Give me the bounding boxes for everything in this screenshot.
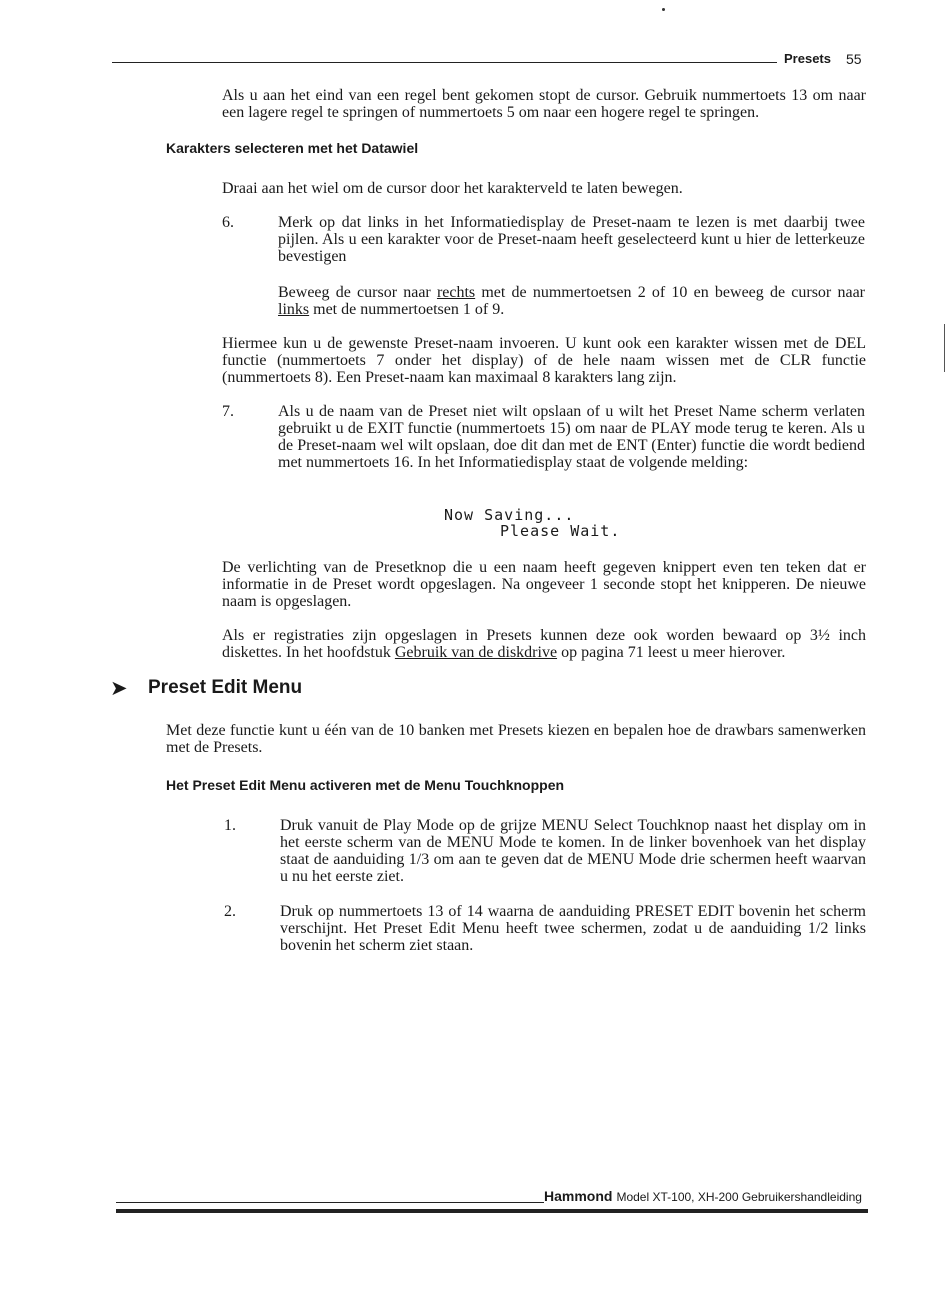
subheading-activeren: Het Preset Edit Menu activeren met de Menu Touchknoppen bbox=[166, 777, 565, 793]
diskettes-part-a: Als er registraties zijn opgeslagen in Presets kunnen deze ook worden bewaard op 3½ inch diskettes. In het hoofdstuk bbox=[222, 627, 866, 661]
list-item-7-text: Als u de naam van de Preset niet wilt opslaan of u wilt het Preset Name scherm verlaten gebruikt u de EXIT functie (nummertoets 15) om naar de PLAY mode terug te keren. Als u de Preset-naam wel wilt opslaan, doe dit dan met de ENT (Enter) functie die wordt bediend met nummertoets 16. In het Informatiedisplay staat de volgende melding: bbox=[278, 403, 865, 471]
footer-text bbox=[544, 1188, 862, 1206]
list-number-7: 7. bbox=[222, 403, 234, 420]
list-item-6-cursor-note bbox=[278, 284, 865, 318]
display-line-2: Please Wait. bbox=[500, 522, 621, 540]
paragraph-functie: Met deze functie kunt u één van de 10 banken met Presets kiezen en bepalen hoe de drawbars samenwerken met de Presets. bbox=[166, 722, 866, 756]
subheading-datawiel: Karakters selecteren met het Datawiel bbox=[166, 140, 419, 156]
section-arrow-icon: ➤ bbox=[110, 677, 128, 700]
cursor-note-part-c: met de nummertoetsen 1 of 9. bbox=[309, 301, 505, 318]
display-line-1: Now Saving... bbox=[444, 506, 575, 524]
header-section-title: Presets bbox=[784, 51, 831, 66]
list-item-6-text: Merk op dat links in het Informatiedisplay de Preset-naam te lezen is met daarbij twee pijlen. Als u een karakter voor de Preset-naam heeft geselecteerd kunt u hier de letterkeuze bevestigen bbox=[278, 214, 865, 265]
link-links: links bbox=[278, 301, 310, 318]
link-rechts: rechts bbox=[436, 284, 476, 301]
list-item-2-text: Druk op nummertoets 13 of 14 waarna de aanduiding PRESET EDIT bovenin het scherm verschijnt. Het Preset Edit Menu heeft twee schermen, zodat u de aanduiding 1/2 links bovenin het scherm ziet staan. bbox=[280, 903, 866, 954]
footer-model: Model XT-100, XH-200 Gebruikershandleiding bbox=[616, 1190, 862, 1204]
paragraph-cursor-stop: Als u aan het eind van een regel bent gekomen stopt de cursor. Gebruik nummertoets 13 om naar een lagere regel te springen of nummertoets 5 om naar een hogere regel te springen. bbox=[222, 87, 866, 121]
list-number-1: 1. bbox=[224, 817, 236, 834]
footer-brand: Hammond bbox=[544, 1188, 613, 1204]
paragraph-verlichting: De verlichting van de Presetknop die u een naam heeft gegeven knippert even ten teken dat er informatie in de Preset wordt opgeslagen. Na ongeveer 1 seconde stopt het knipperen. De nieuwe naam is opgeslagen. bbox=[222, 559, 866, 610]
footer-rule-thick bbox=[116, 1209, 868, 1213]
list-number-6: 6. bbox=[222, 214, 234, 231]
paragraph-wiel: Draai aan het wiel om de cursor door het karakterveld te laten bewegen. bbox=[222, 180, 683, 197]
paragraph-naam-invoeren: Hiermee kun u de gewenste Preset-naam invoeren. U kunt ook een karakter wissen met de DEL functie (nummertoets 7 onder het display) of de hele naam wissen met de CLR functie (nummertoets 8). Een Preset-naam kan maximaal 8 karakters lang zijn. bbox=[222, 335, 866, 386]
footer-rule-thin bbox=[116, 1202, 544, 1203]
link-diskdrive: Gebruik van de diskdrive bbox=[394, 644, 558, 661]
header-rule bbox=[112, 62, 777, 63]
cursor-note-part-b: met de nummertoetsen 2 of 10 en beweeg de cursor naar bbox=[475, 284, 865, 301]
scan-edge-mark bbox=[944, 324, 945, 372]
page-number: 55 bbox=[846, 51, 862, 67]
diskettes-part-b: op pagina 71 leest u meer hierover. bbox=[557, 644, 786, 661]
cursor-note-part-a: Beweeg de cursor naar bbox=[278, 284, 437, 301]
list-number-2: 2. bbox=[224, 903, 236, 920]
scan-dot bbox=[662, 8, 665, 11]
paragraph-diskettes bbox=[222, 627, 866, 661]
list-item-1-text: Druk vanuit de Play Mode op de grijze MENU Select Touchknop naast het display om in het eerste scherm van de MENU Mode te komen. In de linker bovenhoek van het display staat de aanduiding 1/3 om aan te geven dat de MENU Mode drie schermen heeft waarvan u nu het eerste ziet. bbox=[280, 817, 866, 885]
section-title-preset-edit-menu: Preset Edit Menu bbox=[148, 677, 303, 698]
